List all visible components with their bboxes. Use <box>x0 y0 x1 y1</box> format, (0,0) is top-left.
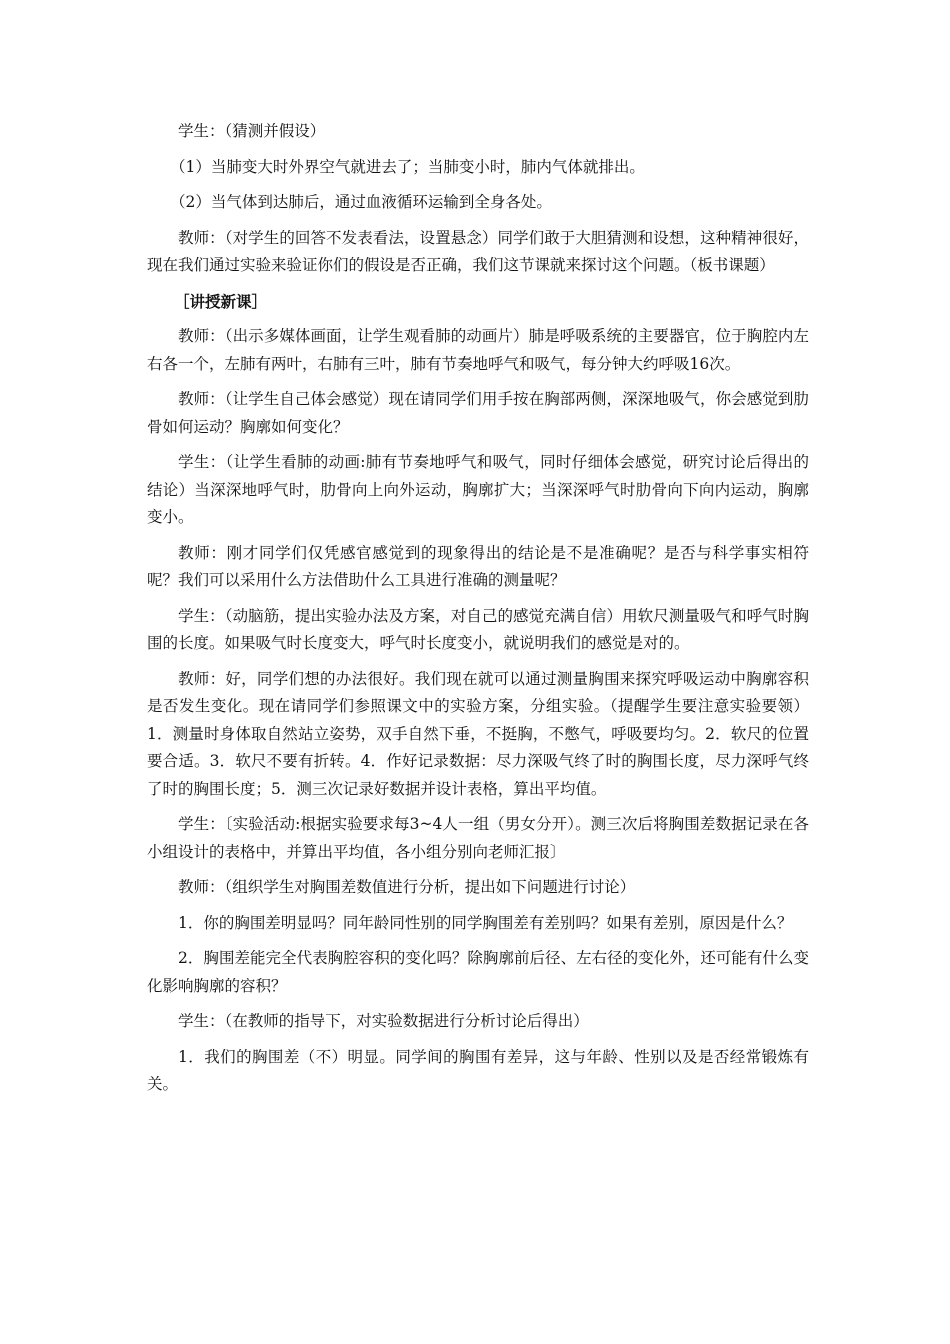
paragraph-student-activity: 学生：〔实验活动:根据实验要求每3~4人一组（男女分开）。测三次后将胸围差数据记录在各小组设计的表格中，并算出平均值，各小组分别向老师汇报〕 <box>147 815 809 861</box>
paragraph-student-conclusion: 学生：（让学生看肺的动画:肺有节奏地呼气和吸气，同时仔细体会感觉，研究讨论后得出的结论）当深深地呼气时，肋骨向上向外运动，胸廓扩大；当深深呼气时肋骨向下向内运动，胸廓变小。 <box>147 453 809 526</box>
paragraph-teacher-analysis: 教师：（组织学生对胸围差数值进行分析，提出如下问题进行讨论） <box>178 878 636 896</box>
paragraph-student-discussion: 学生：（在教师的指导下，对实验数据进行分析讨论后得出） <box>178 1012 589 1030</box>
paragraph-teacher-feel: 教师：（让学生自己体会感觉）现在请同学们用手按在胸部两侧，深深地吸气，你会感觉到肋骨如何运动？胸廓如何变化？ <box>147 390 809 436</box>
document-body <box>147 118 809 1107</box>
paragraph-answer-1: 1．我们的胸围差（不）明显。同学间的胸围有差异，这与年龄、性别以及是否经常锻炼有关。 <box>147 1047 809 1093</box>
paragraph-question-1: 1．你的胸围差明显吗？同年龄同性别的同学胸围差有差别吗？如果有差别，原因是什么？ <box>178 913 793 932</box>
paragraph-hypothesis-2: （2）当气体到达肺后，通过血液循环运输到全身各处。 <box>170 193 552 211</box>
paragraph-teacher-suspense: 教师：（对学生的回答不发表看法，设置悬念）同学们敢于大胆猜测和设想，这种精神很好，现在我们通过实验来验证你们的假设是否正确，我们这节课就来探讨这个问题。（板书课题） <box>147 228 809 274</box>
paragraph-teacher-experiment: 教师：好，同学们想的办法很好。我们现在就可以通过测量胸围来探究呼吸运动中胸廓容积是否发生变化。现在请同学们参照课文中的实验方案，分组实验。（提醒学生要注意实验要领）1．测量时身体取自然站立姿势，双手自然下垂，不挺胸，不憋气，呼吸要均匀。2．软尺的位置要合适。3．软尺不要有折转。4．作好记录数据：尽力深吸气终了时的胸围长度，尽力深呼气终了时的胸围长度；5．测三次记录好数据并设计表格，算出平均值。 <box>147 669 809 798</box>
paragraph-student-guess: 学生：（猜测并假设） <box>178 122 326 140</box>
section-heading-new-lesson: ［讲授新课］ <box>174 291 268 311</box>
paragraph-teacher-question: 教师：刚才同学们仅凭感官感觉到的现象得出的结论是不是准确呢？是否与科学事实相符呢？我们可以采用什么方法借助什么工具进行准确的测量呢？ <box>147 543 809 589</box>
paragraph-teacher-lung-intro: 教师：（出示多媒体画面，让学生观看肺的动画片）肺是呼吸系统的主要器官，位于胸腔内左右各一个，左肺有两叶，右肺有三叶，肺有节奏地呼气和吸气，每分钟大约呼吸16次。 <box>147 327 809 373</box>
paragraph-student-method: 学生：（动脑筋，提出实验办法及方案，对自己的感觉充满自信）用软尺测量吸气和呼气时胸围的长度。如果吸气时长度变大，呼气时长度变小，就说明我们的感觉是对的。 <box>147 606 809 652</box>
paragraph-question-2: 2．胸围差能完全代表胸腔容积的变化吗？除胸廓前后径、左右径的变化外，还可能有什么变化影响胸廓的容积？ <box>147 949 809 995</box>
paragraph-hypothesis-1: （1）当肺变大时外界空气就进去了；当肺变小时，肺内气体就排出。 <box>170 157 645 176</box>
